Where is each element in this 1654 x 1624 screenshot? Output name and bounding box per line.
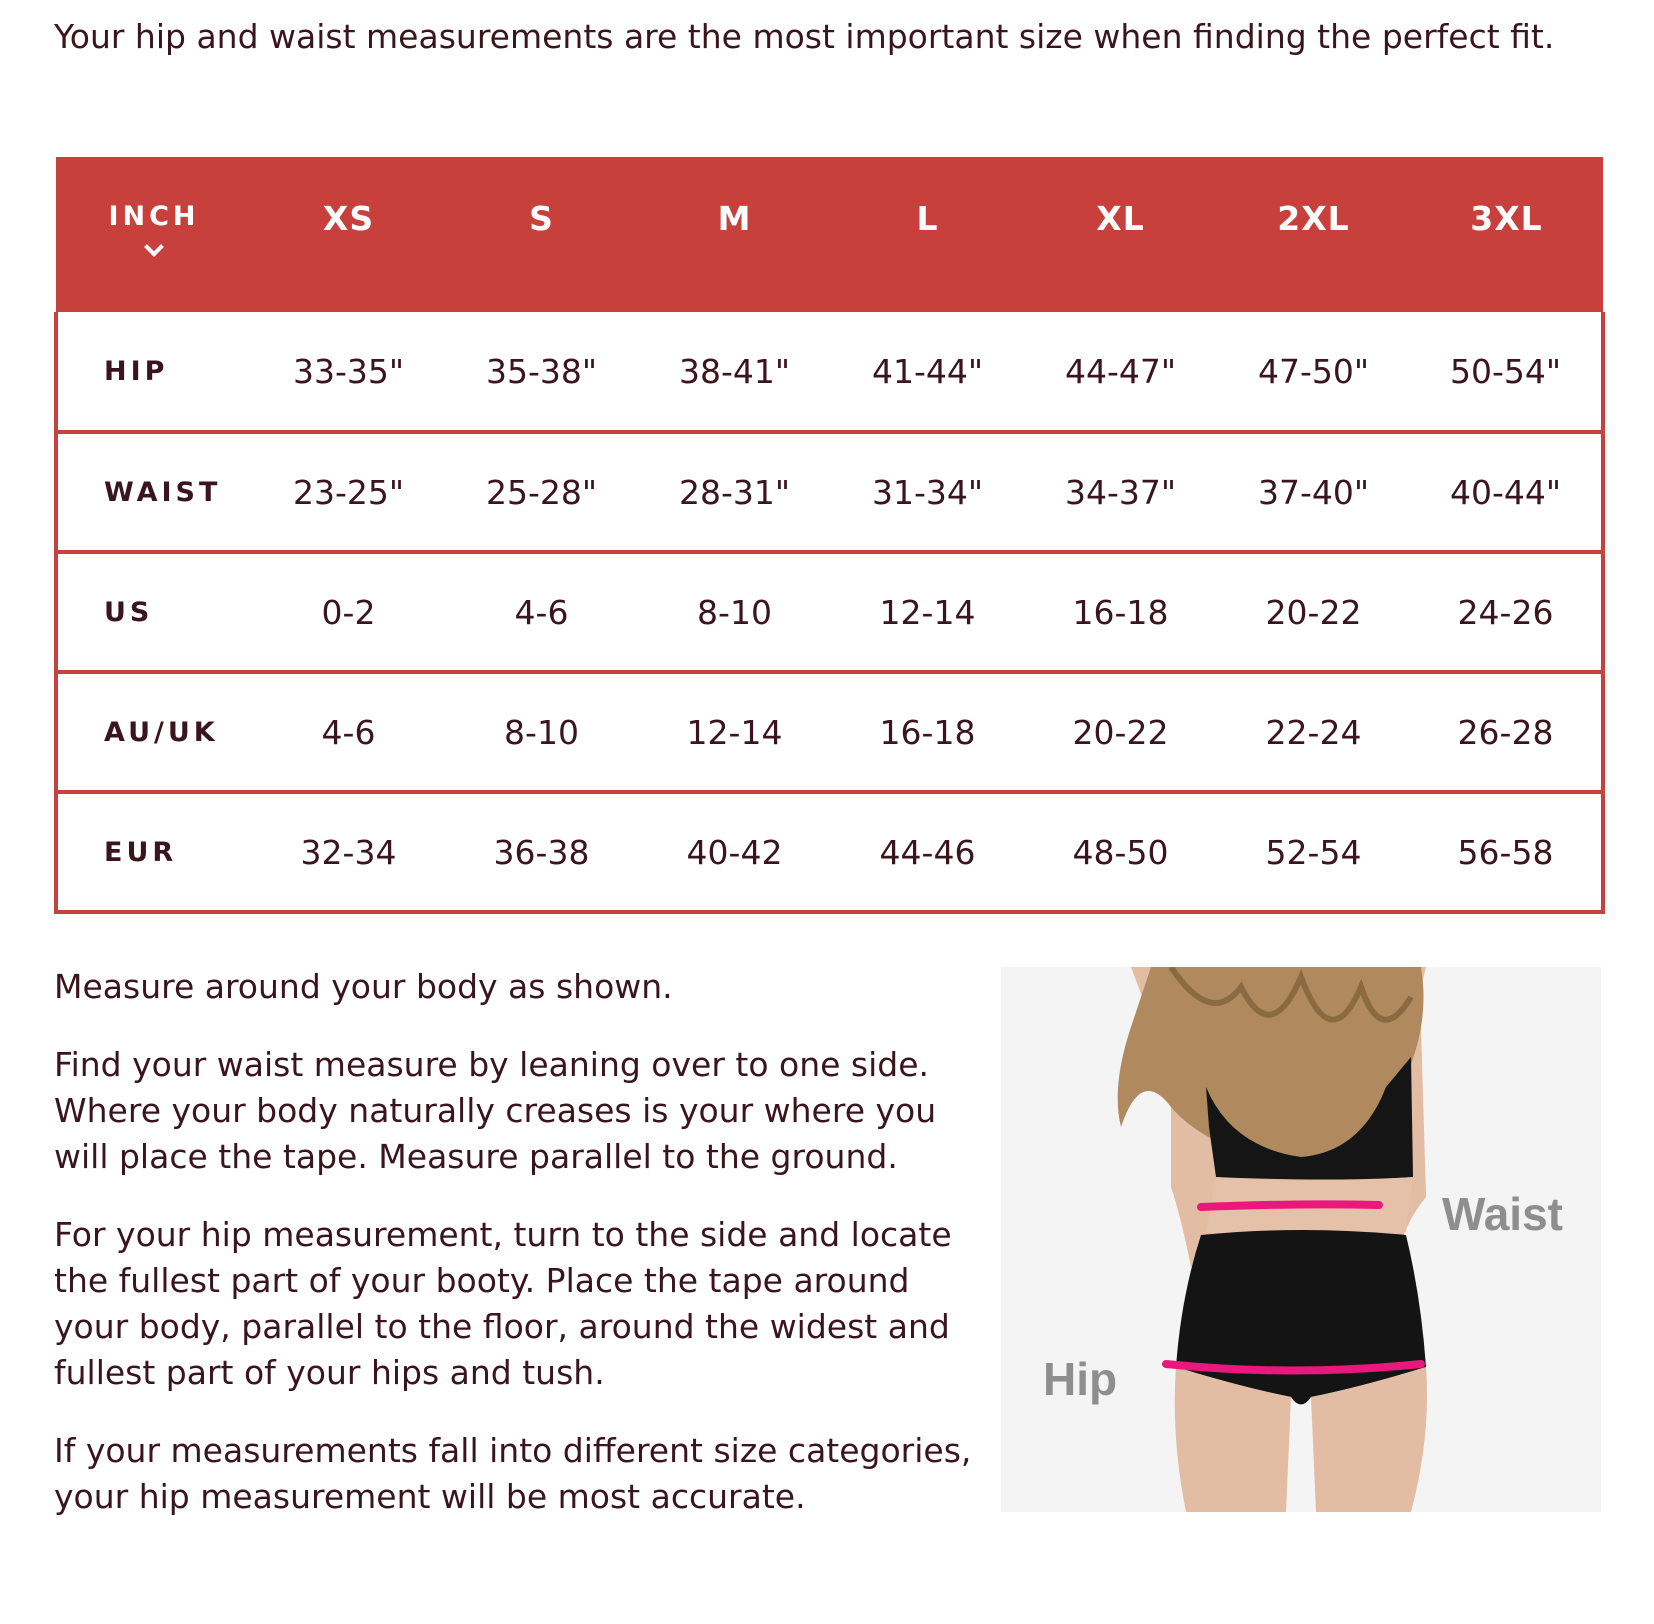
intro-text: Your hip and waist measurements are the most important size when finding the perfect fit. [54,17,1555,56]
size-header-3xl: 3XL [1470,199,1543,238]
table-cell: 0-2 [252,552,445,672]
table-cell: 37-40" [1217,432,1410,552]
table-cell: 24-26 [1410,552,1603,672]
size-header-xs: XS [322,199,375,238]
table-row-us [56,552,1603,672]
table-cell: 52-54 [1217,792,1410,912]
table-cell: 36-38 [445,792,638,912]
table-cell: 47-50" [1217,312,1410,432]
table-cell: 28-31" [638,432,831,552]
table-cell: 40-44" [1410,432,1603,552]
table-row-hip [56,312,1603,432]
instruction-paragraph: Measure around your body as shown. [54,967,673,1006]
hip-label: Hip [1043,1353,1118,1405]
table-row-au-uk [56,672,1603,792]
table-cell: 38-41" [638,312,831,432]
row-label-eur: EUR [56,792,252,912]
table-cell: 50-54" [1410,312,1603,432]
table-cell: 26-28 [1410,672,1603,792]
table-cell: 31-34" [831,432,1024,552]
measurement-instructions [54,964,974,1552]
instruction-paragraph: Find your waist measure by leaning over to one side. Where your body naturally creases is your where you will place the tape. Measure parallel to the ground. [54,1045,937,1176]
table-cell: 34-37" [1024,432,1217,552]
table-cell: 48-50 [1024,792,1217,912]
table-cell: 20-22 [1217,552,1410,672]
size-header-row [56,157,1603,312]
size-chart-table [54,157,1605,914]
table-cell: 40-42 [638,792,831,912]
table-cell: 12-14 [638,672,831,792]
row-label-hip: HIP [56,312,252,432]
size-header-2xl: 2XL [1277,199,1350,238]
instruction-paragraph: If your measurements fall into different size categories, your hip measurement will be most accurate. [54,1431,972,1516]
size-header-xl: XL [1096,199,1145,238]
table-row-eur [56,792,1603,912]
table-cell: 44-47" [1024,312,1217,432]
table-cell: 4-6 [445,552,638,672]
table-cell: 56-58 [1410,792,1603,912]
size-header-s: S [529,199,554,238]
instruction-paragraph: For your hip measurement, turn to the side and locate the fullest part of your booty. Place the tape around your body, parallel to the floor, around the widest and fullest part of your hips and tush. [54,1215,952,1392]
table-cell: 41-44" [831,312,1024,432]
unit-toggle[interactable] [108,201,199,254]
table-cell: 33-35" [252,312,445,432]
table-cell: 20-22 [1024,672,1217,792]
table-cell: 8-10 [445,672,638,792]
size-header-l: L [916,199,939,238]
unit-label: INCH [108,201,200,232]
chevron-down-icon [144,237,164,257]
table-cell: 22-24 [1217,672,1410,792]
table-cell: 25-28" [445,432,638,552]
unit-column-header [56,157,252,312]
table-cell: 8-10 [638,552,831,672]
size-header-m: M [717,199,752,238]
measurement-illustration [1001,967,1601,1512]
row-label-us: US [56,552,252,672]
table-cell: 35-38" [445,312,638,432]
row-label-waist: WAIST [56,432,252,552]
waist-label: Waist [1442,1188,1563,1240]
table-cell: 16-18 [1024,552,1217,672]
row-label-au-uk: AU/UK [56,672,252,792]
table-cell: 32-34 [252,792,445,912]
table-cell: 4-6 [252,672,445,792]
table-cell: 23-25" [252,432,445,552]
table-row-waist [56,432,1603,552]
table-cell: 44-46 [831,792,1024,912]
table-cell: 16-18 [831,672,1024,792]
table-cell: 12-14 [831,552,1024,672]
